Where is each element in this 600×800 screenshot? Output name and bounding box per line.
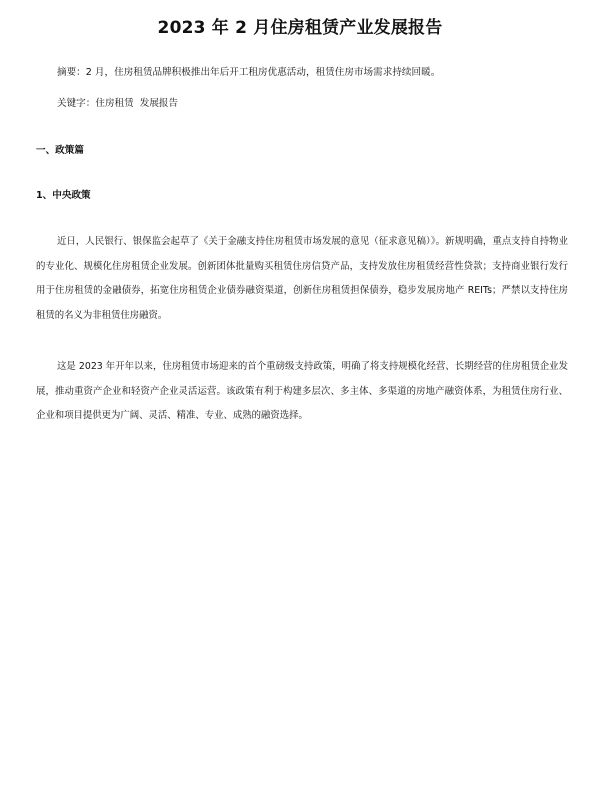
document-title: 2023 年 2 月住房租赁产业发展报告: [157, 18, 443, 38]
body-paragraph-2: 这是 2023 年开年以来，住房租赁市场迎来的首个重磅级支持政策，明确了将支持规模化经营、长期经营的住房租赁企业发展，推动重资产企业和轻资产企业灵活运营。该政策有利于构建多层次、多主体、多渠道的房地产融资体系，为租赁住房行业、企业和项目提供更为广阔、灵活、精准、专业、成熟的融资选择。: [36, 361, 568, 421]
keywords-label: 关键字：住房租赁: [57, 98, 134, 109]
abstract-text: 摘要：2 月，住房租赁品牌积极推出年后开工租房优惠活动，租赁住房市场需求持续回暖。: [57, 67, 441, 78]
body-paragraph-1: 近日，人民银行、银保监会起草了《关于金融支持住房租赁市场发展的意见（征求意见稿）》。新规明确，重点支持自持物业的专业化、规模化住房租赁企业发展。创新团体批量购买租赁住房信贷产品，支持发放住房租赁经营性贷款；支持商业银行发行用于住房租赁的金融债券，拓宽住房租赁企业债券融资渠道，创新住房租赁担保债券，稳步发展房地产 REITs；严禁以支持住房租赁的名义为非租赁住房融资。: [36, 236, 568, 321]
section-heading: 一、政策篇: [36, 145, 84, 156]
keywords-value: 发展报告: [139, 98, 179, 109]
keywords-line: [36, 97, 568, 111]
subsection-heading: 1、中央政策: [36, 190, 91, 201]
